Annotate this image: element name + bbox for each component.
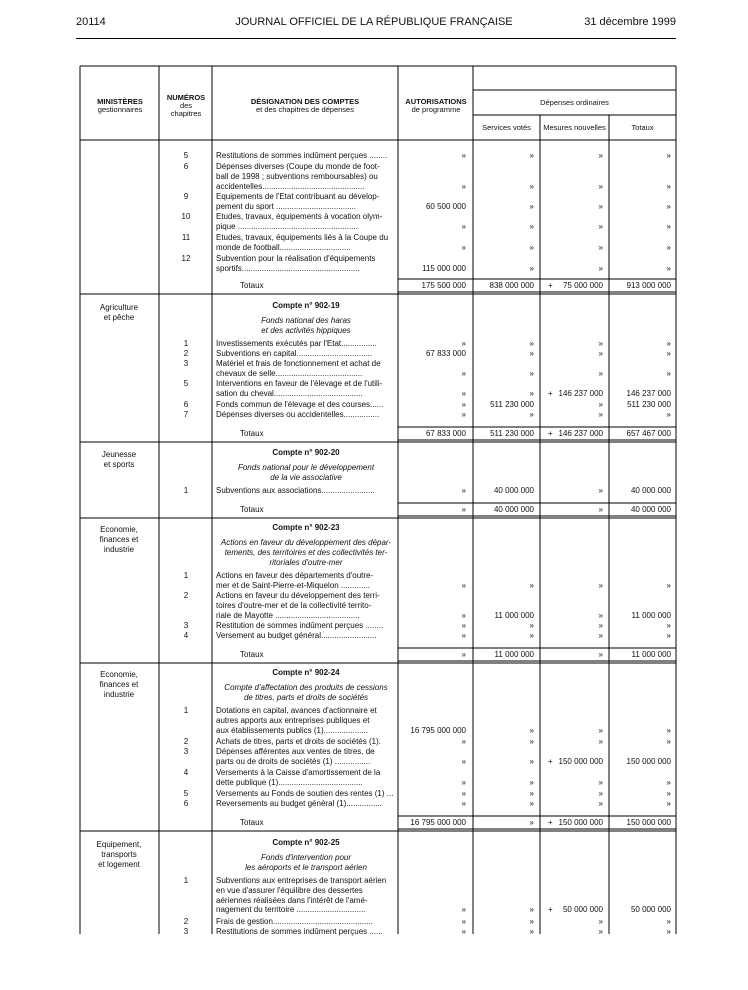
totaux-value: 511 230 000 — [627, 400, 671, 409]
autorisation-value: » — [461, 242, 466, 252]
totaux-value: » — [666, 242, 671, 252]
autorisation-value: » — [461, 410, 466, 419]
mesures-value: » — [598, 181, 603, 191]
chapter-number: 7 — [183, 410, 189, 419]
col-numeros-header — [160, 94, 212, 118]
autorisation-value: » — [461, 388, 466, 398]
col-numeros-line2: des — [179, 101, 193, 110]
total-totaux: 150 000 000 — [626, 818, 671, 827]
chapter-label: sportifs..................................................... — [216, 263, 360, 273]
journal-title: JOURNAL OFFICIEL DE LA RÉPUBLIQUE FRANÇAISE — [235, 16, 513, 28]
chapter-label: Matériel et frais de fonctionnement et achat de — [216, 359, 381, 368]
totaux-value: » — [666, 725, 671, 735]
ministere-label: industrie — [103, 689, 135, 699]
mesures-value: » — [598, 737, 603, 746]
chapter-label: Dépenses afférentes aux ventes de titres, de — [216, 747, 375, 756]
total-mesures: 146 237 000 — [558, 429, 603, 438]
chapter-label: Reversements au budget général (1)................ — [216, 799, 382, 808]
mesures-value: » — [598, 368, 603, 378]
autorisation-value: » — [461, 905, 466, 915]
chapter-label: Fonds commun de l'élevage et des courses...... — [216, 400, 384, 409]
compte-title: Compte n° 902-23 — [272, 523, 340, 532]
services-value: » — [529, 368, 534, 378]
plus-sign: + — [548, 388, 553, 398]
chapter-label: Actions en faveur du développement des terri- — [216, 591, 380, 600]
totaux-label: Totaux — [240, 281, 264, 290]
plus-sign: + — [548, 905, 553, 915]
services-value: » — [529, 789, 534, 798]
chapter-number: 12 — [181, 254, 191, 263]
chapter-label: Subventions en capital.................................. — [216, 349, 373, 358]
autorisation-value: 60 500 000 — [425, 201, 466, 211]
chapter-number: 3 — [183, 747, 189, 756]
services-value: » — [529, 905, 534, 915]
services-value: » — [529, 151, 534, 160]
ministere-label: et sports — [103, 459, 135, 469]
services-value: » — [529, 410, 534, 419]
total-services: 11 000 000 — [494, 650, 534, 659]
autorisation-value: » — [461, 151, 466, 160]
totaux-label: Totaux — [240, 505, 264, 514]
mesures-value: » — [598, 349, 603, 358]
services-value: » — [529, 756, 534, 766]
chapter-label: Frais de gestion............................................. — [216, 917, 373, 926]
services-value: » — [529, 917, 534, 926]
compte-subtitle: tements, des territoires et des collectivités ter- — [224, 547, 388, 557]
chapter-label: Actions en faveur des départements d'outre- — [216, 571, 374, 580]
ministere-label: finances et — [99, 679, 139, 689]
totaux-value: » — [666, 631, 671, 640]
chapter-label: chevaux de selle....................................... — [216, 368, 363, 378]
total-totaux: 11 000 000 — [631, 650, 671, 659]
mesures-value: » — [598, 631, 603, 640]
chapter-label: Equipements de l'Etat contribuant au dévelop- — [216, 192, 380, 201]
chapter-label: pique ...................................................... — [216, 221, 358, 231]
services-value: » — [529, 201, 534, 211]
ministere-label: Economie, — [100, 525, 138, 534]
totaux-value: 50 000 000 — [630, 905, 671, 915]
services-value: » — [529, 221, 534, 231]
total-plus-sign: + — [548, 281, 553, 290]
totaux-value: » — [666, 263, 671, 273]
totaux-value: » — [666, 917, 671, 926]
chapter-number: 1 — [183, 571, 189, 580]
services-value: 11 000 000 — [494, 610, 534, 620]
chapter-number: 5 — [183, 789, 189, 798]
autorisation-value: 115 000 000 — [422, 263, 466, 273]
autorisation-value: » — [461, 799, 466, 808]
mesures-value: » — [598, 151, 603, 160]
chapter-label: nagement du territoire ............................... — [216, 905, 366, 915]
chapter-label: Subventions aux entreprises de transport aérien — [216, 876, 387, 885]
services-value: » — [529, 927, 534, 936]
compte-subtitle: Fonds d'intervention pour — [260, 853, 352, 862]
chapter-label: Etudes, travaux, équipements à vocation olym- — [216, 212, 383, 221]
mesures-value: » — [598, 263, 603, 273]
autorisation-value: 16 795 000 000 — [410, 725, 466, 735]
autorisation-value: » — [461, 621, 466, 630]
mesures-value: » — [598, 777, 603, 787]
compte-title: Compte n° 902-19 — [272, 301, 340, 310]
autorisation-value: » — [461, 777, 466, 787]
col-designation-header — [213, 98, 397, 114]
ministere-label: et logement — [98, 859, 140, 869]
total-autorisation: 175 500 000 — [421, 281, 466, 290]
chapter-label: Dépenses diverses ou accidentelles................ — [216, 410, 380, 419]
mesures-value: » — [598, 927, 603, 936]
totaux-value: » — [666, 410, 671, 419]
chapter-number: 6 — [183, 400, 189, 409]
col-depenses-header: Dépenses ordinaires — [540, 98, 609, 107]
chapter-number: 10 — [181, 212, 191, 221]
totaux-value: » — [666, 221, 671, 231]
col-autorisations-line2: de programme — [411, 105, 461, 114]
chapter-number: 1 — [183, 339, 189, 348]
autorisation-value: » — [461, 927, 466, 936]
chapter-label: riale de Mayotte ...................................... — [216, 610, 360, 620]
mesures-value: 50 000 000 — [562, 905, 603, 915]
mesures-value: 150 000 000 — [558, 756, 603, 766]
mesures-value: » — [598, 201, 603, 211]
col-ministeres-line2: gestionnaires — [97, 105, 143, 114]
ministere-label: et pêche — [103, 312, 135, 322]
col-numeros-line3: chapitres — [170, 109, 202, 118]
compte-subtitle: et des activités hippiques — [261, 325, 351, 335]
chapter-label: Dépenses diverses (Coupe du monde de foot- — [216, 162, 380, 171]
autorisation-value: » — [461, 486, 466, 495]
chapter-label: aériennes réalisées dans l'intérêt de l'amé- — [216, 895, 368, 905]
services-value: » — [529, 631, 534, 640]
autorisation-value: » — [461, 789, 466, 798]
autorisation-value: » — [461, 737, 466, 746]
totaux-value: » — [666, 339, 671, 348]
compte-subtitle: Actions en faveur du développement des dépar- — [220, 538, 392, 547]
totaux-value: » — [666, 580, 671, 590]
chapter-number: 3 — [183, 927, 189, 936]
totaux-value: 150 000 000 — [626, 756, 671, 766]
chapter-label: Subvention pour la réalisation d'équipements — [216, 254, 376, 263]
autorisation-value: » — [461, 400, 466, 409]
ministere-label: Economie, — [100, 670, 138, 679]
mesures-value: » — [598, 400, 603, 409]
chapter-label: aux établissements publics (1).................... — [216, 725, 369, 735]
chapter-number: 2 — [183, 591, 189, 600]
chapter-number: 3 — [183, 359, 189, 368]
mesures-value: » — [598, 799, 603, 808]
page-number: 20114 — [76, 16, 106, 28]
total-mesures: 150 000 000 — [558, 818, 603, 827]
compte-subtitle: Fonds national pour le développement — [237, 463, 375, 472]
col-services-header: Services votés — [482, 123, 531, 132]
compte-title: Compte n° 902-25 — [272, 838, 340, 847]
mesures-value: » — [598, 610, 603, 620]
chapter-label: Subventions aux associations........................ — [216, 486, 375, 495]
chapter-label: Versements au Fonds de soutien des rentes (1) ... — [216, 789, 394, 798]
totaux-value: 40 000 000 — [630, 486, 671, 495]
totaux-value: » — [666, 621, 671, 630]
ministere-label: transports — [101, 849, 137, 859]
totaux-value: » — [666, 777, 671, 787]
chapter-label: Versements à la Caisse d'amortissement de la — [216, 768, 381, 777]
services-value: » — [529, 339, 534, 348]
mesures-value: » — [598, 242, 603, 252]
issue-date: 31 décembre 1999 — [584, 16, 676, 28]
autorisation-value: » — [461, 580, 466, 590]
totaux-value: » — [666, 799, 671, 808]
mesures-value: » — [598, 580, 603, 590]
total-autorisation: » — [461, 650, 466, 659]
compte-subtitle: de la vie associative — [270, 472, 342, 482]
services-value: » — [529, 349, 534, 358]
totaux-value: » — [666, 789, 671, 798]
mesures-value: 146 237 000 — [558, 388, 603, 398]
compte-subtitle: les aéroports et le transport aérien — [245, 862, 367, 872]
col-mesures-header: Mesures nouvelles — [543, 123, 606, 132]
col-designation-line2: et des chapitres de dépenses — [256, 105, 354, 114]
compte-subtitle: de titres, parts et droits de sociétés — [243, 692, 369, 702]
mesures-value: » — [598, 486, 603, 495]
chapter-label: mer et de Saint-Pierre-et-Miquelon ............. — [216, 580, 370, 590]
chapter-label: pement du sport .................................... — [216, 201, 357, 211]
mesures-value: » — [598, 917, 603, 926]
autorisation-value: 67 833 000 — [425, 349, 466, 358]
total-totaux: 913 000 000 — [626, 281, 671, 290]
col-designation-line1: DÉSIGNATION DES COMPTES — [250, 97, 360, 106]
totaux-label: Totaux — [240, 650, 264, 659]
chapter-number: 1 — [183, 486, 189, 495]
chapter-number: 9 — [183, 192, 189, 201]
services-value: 511 230 000 — [490, 400, 534, 409]
chapter-number: 2 — [183, 737, 189, 746]
mesures-value: » — [598, 410, 603, 419]
chapter-label: autres apports aux entreprises publiques et — [216, 715, 370, 725]
total-mesures: 75 000 000 — [562, 281, 603, 290]
total-services: 511 230 000 — [490, 429, 534, 438]
chapter-label: parts ou de droits de sociétés (1) ................ — [216, 756, 371, 766]
services-value: » — [529, 621, 534, 630]
total-services: 40 000 000 — [493, 505, 534, 514]
col-autorisations-line1: AUTORISATIONS — [405, 97, 467, 106]
total-plus-sign: + — [548, 429, 553, 438]
autorisation-value: » — [461, 917, 466, 926]
totaux-value: » — [666, 737, 671, 746]
col-totaux-header: Totaux — [631, 123, 654, 132]
plus-sign: + — [548, 756, 553, 766]
chapter-label: Etudes, travaux, équipements liés à la Coupe du — [216, 233, 389, 242]
chapter-label: Dotations en capital, avances d'actionnaire et — [216, 706, 377, 715]
ministere-label: Agriculture — [99, 303, 139, 312]
mesures-value: » — [598, 621, 603, 630]
services-value: » — [529, 181, 534, 191]
chapter-label: sation du cheval........................................ — [216, 388, 363, 398]
chapter-label: Restitutions de sommes indûment perçues ...... — [216, 927, 383, 936]
services-value: » — [529, 263, 534, 273]
mesures-value: » — [598, 725, 603, 735]
services-value: » — [529, 242, 534, 252]
chapter-number: 2 — [183, 917, 189, 926]
chapter-label: Restitutions de sommes indûment perçues ........ — [216, 151, 388, 160]
totaux-value: 146 237 000 — [626, 388, 671, 398]
totaux-value: » — [666, 349, 671, 358]
total-services: » — [529, 818, 534, 827]
col-ministeres-header — [82, 98, 158, 114]
totaux-value: » — [666, 151, 671, 160]
col-numeros-line1: NUMÉROS — [166, 93, 206, 102]
total-services: 838 000 000 — [489, 281, 534, 290]
chapter-label: Versement au budget général......................... — [216, 631, 377, 640]
chapter-number: 5 — [183, 379, 189, 388]
chapter-number: 2 — [183, 349, 189, 358]
chapter-number: 6 — [183, 799, 189, 808]
ministere-label: Jeunesse — [101, 450, 137, 459]
ministere-label: finances et — [99, 534, 139, 544]
chapter-label: toires d'outre-mer et de la collectivité territo- — [216, 600, 372, 610]
chapter-number: 5 — [183, 151, 189, 160]
autorisation-value: » — [461, 610, 466, 620]
autorisation-value: » — [461, 631, 466, 640]
totaux-value: » — [666, 368, 671, 378]
totaux-label: Totaux — [240, 429, 264, 438]
chapter-number: 11 — [181, 233, 191, 242]
chapter-label: Restitution de sommes indûment perçues ........ — [216, 621, 384, 630]
services-value: » — [529, 737, 534, 746]
autorisation-value: » — [461, 368, 466, 378]
totaux-label: Totaux — [240, 818, 264, 827]
compte-title: Compte n° 902-20 — [272, 448, 340, 457]
compte-subtitle: Fonds national des haras — [261, 316, 351, 325]
totaux-value: » — [666, 181, 671, 191]
total-mesures: » — [598, 650, 603, 659]
chapter-label: ball de 1998 ; subventions remboursables) ou — [216, 171, 378, 181]
autorisation-value: » — [461, 756, 466, 766]
services-value: » — [529, 388, 534, 398]
total-mesures: » — [598, 505, 603, 514]
col-autorisations-header — [399, 98, 473, 114]
chapter-label: monde de football................................ — [216, 242, 351, 252]
totaux-value: » — [666, 927, 671, 936]
chapter-number: 3 — [183, 621, 189, 630]
total-autorisation: 67 833 000 — [425, 429, 466, 438]
compte-title: Compte n° 902-24 — [272, 668, 340, 677]
totaux-value: 11 000 000 — [631, 610, 671, 620]
mesures-value: » — [598, 789, 603, 798]
services-value: » — [529, 799, 534, 808]
totaux-value: » — [666, 201, 671, 211]
total-totaux: 40 000 000 — [630, 505, 671, 514]
services-value: » — [529, 777, 534, 787]
chapter-number: 1 — [183, 706, 189, 715]
services-value: » — [529, 725, 534, 735]
col-ministeres-line1: MINISTÈRES — [97, 97, 143, 106]
mesures-value: » — [598, 221, 603, 231]
total-autorisation: 16 795 000 000 — [410, 818, 466, 827]
services-value: 40 000 000 — [493, 486, 534, 495]
chapter-label: Interventions en faveur de l'élevage et de l'utili- — [216, 379, 383, 388]
services-value: » — [529, 580, 534, 590]
compte-subtitle: Compte d'affectation des produits de cessions — [224, 683, 388, 692]
chapter-number: 4 — [183, 631, 189, 640]
compte-subtitle: ritoriales d'outre-mer — [269, 557, 343, 567]
chapter-label: Investissements exécutés par l'Etat................ — [216, 339, 377, 348]
chapter-number: 4 — [183, 768, 189, 777]
chapter-label: Achats de titres, parts et droits de sociétés (1). — [216, 737, 381, 746]
mesures-value: » — [598, 339, 603, 348]
autorisation-value: » — [461, 221, 466, 231]
chapter-label: accidentelles.............................................. — [216, 181, 365, 191]
chapter-label: en vue d'assurer l'équilibre des dessertes — [216, 885, 363, 895]
autorisation-value: » — [461, 339, 466, 348]
autorisation-value: » — [461, 181, 466, 191]
chapter-label: dette publique (1)...................................... — [216, 777, 363, 787]
ministere-label: Equipement, — [96, 840, 142, 849]
chapter-number: 1 — [183, 876, 189, 885]
ministere-label: industrie — [103, 544, 135, 554]
total-totaux: 657 467 000 — [626, 429, 671, 438]
total-plus-sign: + — [548, 818, 553, 827]
total-autorisation: » — [461, 505, 466, 514]
chapter-number: 6 — [183, 162, 189, 171]
